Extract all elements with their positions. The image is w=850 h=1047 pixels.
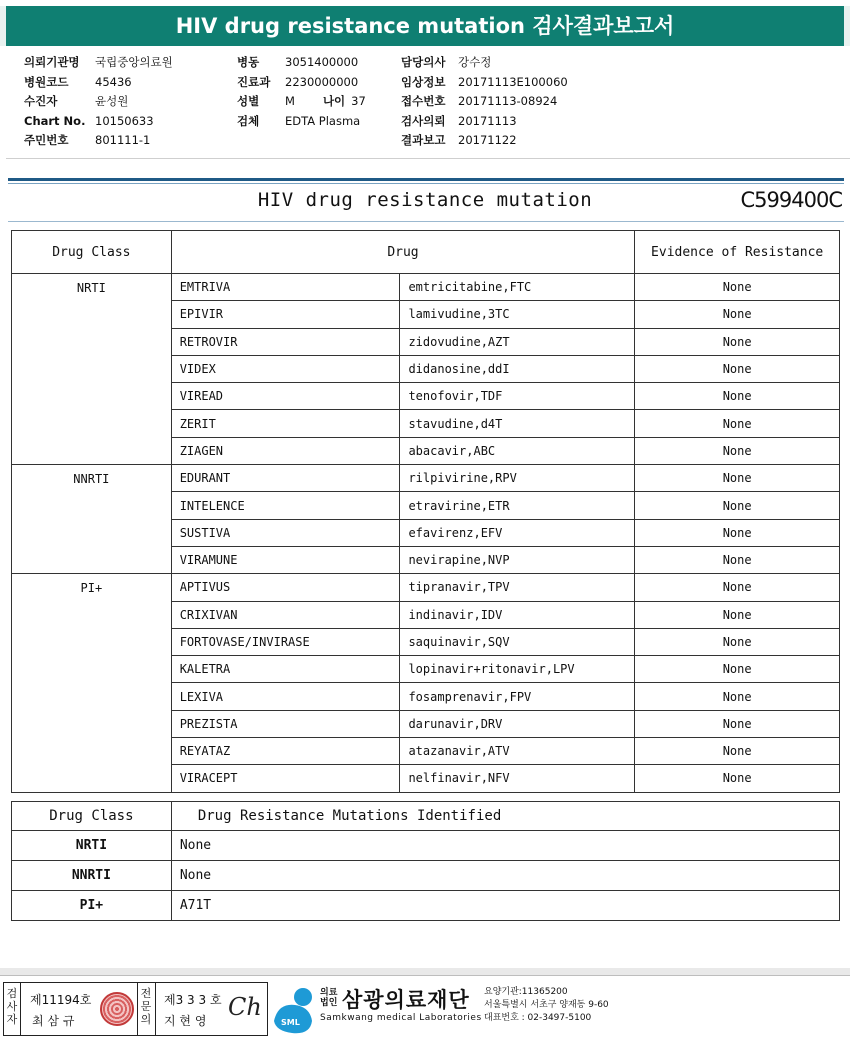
drug-table-header-row bbox=[12, 231, 840, 274]
drug-row bbox=[12, 574, 840, 601]
drug-generic-cell: lopinavir+ritonavir,LPV bbox=[400, 656, 635, 683]
patient-info-column-2 bbox=[237, 53, 366, 131]
drug-generic-cell: tenofovir,TDF bbox=[400, 383, 635, 410]
mutation-class: PI+ bbox=[12, 891, 172, 921]
evidence-cell: None bbox=[635, 437, 840, 464]
mutation-value: None bbox=[171, 831, 839, 861]
drug-name-cell: VIRAMUNE bbox=[171, 546, 400, 573]
drug-row bbox=[12, 274, 840, 301]
evidence-cell: None bbox=[635, 492, 840, 519]
evidence-cell: None bbox=[635, 519, 840, 546]
info-label: Chart No. bbox=[24, 113, 86, 128]
evidence-cell: None bbox=[635, 410, 840, 437]
info-label: 병동 bbox=[237, 55, 260, 69]
info-value: 2230000000 bbox=[285, 74, 359, 89]
evidence-cell: None bbox=[635, 710, 840, 737]
info-row-patient bbox=[24, 92, 173, 112]
mutation-value: None bbox=[171, 861, 839, 891]
specialist-license: 제3 3 3 호 bbox=[164, 993, 222, 1007]
drug-name-cell: VIDEX bbox=[171, 355, 400, 382]
info-row-clinical-info bbox=[401, 73, 568, 93]
evidence-cell: None bbox=[635, 383, 840, 410]
drug-class-cell: NRTI bbox=[12, 274, 172, 465]
info-label: 수진자 bbox=[24, 94, 58, 108]
org-code: 요양기관:11365200 bbox=[484, 987, 568, 997]
examiner-seal-stamp bbox=[100, 992, 134, 1026]
org-address: 서울특별시 서초구 양재동 9-60 bbox=[484, 1000, 609, 1010]
drug-table-body bbox=[12, 274, 840, 793]
evidence-cell: None bbox=[635, 546, 840, 573]
drug-name-cell: CRIXIVAN bbox=[171, 601, 400, 628]
drug-name-cell: EMTRIVA bbox=[171, 274, 400, 301]
specialist-name: 지 현 영 bbox=[164, 1014, 207, 1028]
evidence-cell: None bbox=[635, 628, 840, 655]
drug-generic-cell: emtricitabine,FTC bbox=[400, 274, 635, 301]
drug-name-cell: APTIVUS bbox=[171, 574, 400, 601]
drug-generic-cell: zidovudine,AZT bbox=[400, 328, 635, 355]
header-drug: Drug bbox=[171, 231, 635, 274]
drug-class-cell: PI+ bbox=[12, 574, 172, 792]
drug-name-cell: EDURANT bbox=[171, 465, 400, 492]
report-rule-thick bbox=[8, 178, 844, 181]
info-value: M bbox=[285, 94, 295, 108]
info-label: 주민번호 bbox=[24, 133, 69, 147]
drug-name-cell: KALETRA bbox=[171, 656, 400, 683]
info-row-resident-no bbox=[24, 131, 173, 151]
org-name: 삼광의료재단 bbox=[342, 988, 470, 1012]
header-divider bbox=[6, 158, 850, 159]
info-value: 국립중앙의료원 bbox=[95, 55, 173, 69]
info-row-specimen bbox=[237, 112, 366, 132]
evidence-cell: None bbox=[635, 601, 840, 628]
header-mutation-drug-class: Drug Class bbox=[12, 802, 172, 831]
drug-row bbox=[12, 465, 840, 492]
specialist-signature: Ch bbox=[228, 993, 262, 1021]
info-value: 801111-1 bbox=[95, 133, 151, 147]
drug-name-cell: LEXIVA bbox=[171, 683, 400, 710]
info-value: 20171113 bbox=[458, 113, 517, 128]
drug-resistance-table bbox=[11, 230, 840, 793]
evidence-cell: None bbox=[635, 328, 840, 355]
mutation-class: NNRTI bbox=[12, 861, 172, 891]
age-label: 나이 bbox=[322, 94, 346, 108]
header-drug-class: Drug Class bbox=[12, 231, 172, 274]
evidence-cell: None bbox=[635, 656, 840, 683]
drug-generic-cell: fosamprenavir,FPV bbox=[400, 683, 635, 710]
drug-generic-cell: lamivudine,3TC bbox=[400, 301, 635, 328]
drug-name-cell: SUSTIVA bbox=[171, 519, 400, 546]
patient-info-column-3 bbox=[401, 53, 568, 151]
drug-generic-cell: tipranavir,TPV bbox=[400, 574, 635, 601]
info-row-receipt-no bbox=[401, 92, 568, 112]
drug-generic-cell: stavudine,d4T bbox=[400, 410, 635, 437]
drug-generic-cell: nevirapine,NVP bbox=[400, 546, 635, 573]
info-value: 윤성원 bbox=[95, 94, 129, 108]
evidence-cell: None bbox=[635, 765, 840, 792]
report-heading-underline bbox=[8, 221, 844, 222]
org-details bbox=[484, 986, 609, 1025]
drug-generic-cell: saquinavir,SQV bbox=[400, 628, 635, 655]
drug-name-cell: EPIVIR bbox=[171, 301, 400, 328]
evidence-cell: None bbox=[635, 465, 840, 492]
info-value: 강수정 bbox=[458, 55, 492, 69]
org-english-name: Samkwang medical Laboratories bbox=[320, 1013, 482, 1023]
drug-name-cell: VIRACEPT bbox=[171, 765, 400, 792]
evidence-cell: None bbox=[635, 683, 840, 710]
mutation-class: NRTI bbox=[12, 831, 172, 861]
drug-generic-cell: rilpivirine,RPV bbox=[400, 465, 635, 492]
info-row-ward bbox=[237, 53, 366, 73]
drug-name-cell: VIREAD bbox=[171, 383, 400, 410]
org-prefix bbox=[320, 988, 340, 1008]
drug-generic-cell: indinavir,IDV bbox=[400, 601, 635, 628]
info-label: 임상정보 bbox=[401, 74, 446, 89]
drug-generic-cell: efavirenz,EFV bbox=[400, 519, 635, 546]
info-value: 20171113E100060 bbox=[458, 74, 568, 89]
header-evidence: Evidence of Resistance bbox=[635, 231, 840, 274]
drug-class-cell: NNRTI bbox=[12, 465, 172, 574]
info-label: 의뢰기관명 bbox=[24, 55, 80, 69]
mutation-table-header-row bbox=[12, 802, 840, 831]
drug-generic-cell: atazanavir,ATV bbox=[400, 738, 635, 765]
mutation-row-pi bbox=[12, 891, 840, 921]
info-label: 검체 bbox=[237, 113, 260, 128]
examiner-name: 최 삼 규 bbox=[32, 1014, 75, 1028]
drug-name-cell: FORTOVASE/INVIRASE bbox=[171, 628, 400, 655]
report-rule-thin bbox=[8, 183, 844, 184]
info-label: 검사의뢰 bbox=[401, 113, 446, 128]
info-value: 10150633 bbox=[95, 113, 154, 128]
info-row-physician bbox=[401, 53, 568, 73]
age-value: 37 bbox=[351, 94, 366, 108]
info-row-chart-no bbox=[24, 112, 173, 132]
info-label: 결과보고 bbox=[401, 133, 446, 147]
drug-generic-cell: nelfinavir,NFV bbox=[400, 765, 635, 792]
examiner-label: 검사자 bbox=[6, 987, 18, 1026]
info-label: 진료과 bbox=[237, 74, 271, 89]
info-row-department bbox=[237, 73, 366, 93]
info-label: 성별 bbox=[237, 94, 260, 108]
info-row-institution bbox=[24, 53, 173, 73]
info-row-hospital-code bbox=[24, 73, 173, 93]
mutation-table bbox=[11, 801, 840, 921]
info-value: 3051400000 bbox=[285, 55, 359, 69]
info-value: EDTA Plasma bbox=[285, 113, 361, 128]
org-phone: 대표번호 : 02-3497-5100 bbox=[484, 1013, 592, 1023]
drug-generic-cell: abacavir,ABC bbox=[400, 437, 635, 464]
signature-divider bbox=[155, 983, 156, 1035]
evidence-cell: None bbox=[635, 355, 840, 382]
info-value: 20171113-08924 bbox=[458, 94, 558, 108]
mutation-row-nnrti bbox=[12, 861, 840, 891]
examiner-license: 제11194호 bbox=[30, 993, 92, 1007]
info-label: 담당의사 bbox=[401, 55, 446, 69]
mutation-value: A71T bbox=[171, 891, 839, 921]
org-prefix-text: 의료법인 bbox=[320, 988, 338, 1008]
info-value: 45436 bbox=[95, 74, 132, 89]
evidence-cell: None bbox=[635, 274, 840, 301]
mutation-row-nrti bbox=[12, 831, 840, 861]
sml-logo-icon bbox=[272, 983, 318, 1035]
report-code: C599400C bbox=[740, 188, 842, 212]
evidence-cell: None bbox=[635, 301, 840, 328]
evidence-cell: None bbox=[635, 574, 840, 601]
info-row-sex-age bbox=[237, 92, 366, 112]
report-heading: HIV drug resistance mutation bbox=[257, 189, 593, 211]
signature-divider bbox=[137, 983, 138, 1035]
drug-generic-cell: darunavir,DRV bbox=[400, 710, 635, 737]
logo-text: SML bbox=[281, 1018, 300, 1027]
drug-name-cell: INTELENCE bbox=[171, 492, 400, 519]
drug-name-cell: ZIAGEN bbox=[171, 437, 400, 464]
signature-divider bbox=[20, 983, 21, 1035]
info-value: 20171122 bbox=[458, 133, 517, 147]
drug-name-cell: PREZISTA bbox=[171, 710, 400, 737]
specialist-label: 전문의 bbox=[140, 987, 152, 1026]
patient-info-column-1 bbox=[24, 53, 173, 151]
drug-name-cell: ZERIT bbox=[171, 410, 400, 437]
info-label: 병원코드 bbox=[24, 74, 69, 89]
info-label: 접수번호 bbox=[401, 94, 446, 108]
drug-generic-cell: didanosine,ddI bbox=[400, 355, 635, 382]
drug-generic-cell: etravirine,ETR bbox=[400, 492, 635, 519]
drug-name-cell: REYATAZ bbox=[171, 738, 400, 765]
evidence-cell: None bbox=[635, 738, 840, 765]
signature-box bbox=[3, 982, 268, 1036]
info-row-report-date bbox=[401, 131, 568, 151]
report-title-bar: HIV drug resistance mutation 검사결과보고서 bbox=[0, 6, 850, 46]
footer-divider bbox=[0, 968, 850, 976]
info-row-request-date bbox=[401, 112, 568, 132]
header-mutations: Drug Resistance Mutations Identified bbox=[171, 802, 839, 831]
drug-name-cell: RETROVIR bbox=[171, 328, 400, 355]
